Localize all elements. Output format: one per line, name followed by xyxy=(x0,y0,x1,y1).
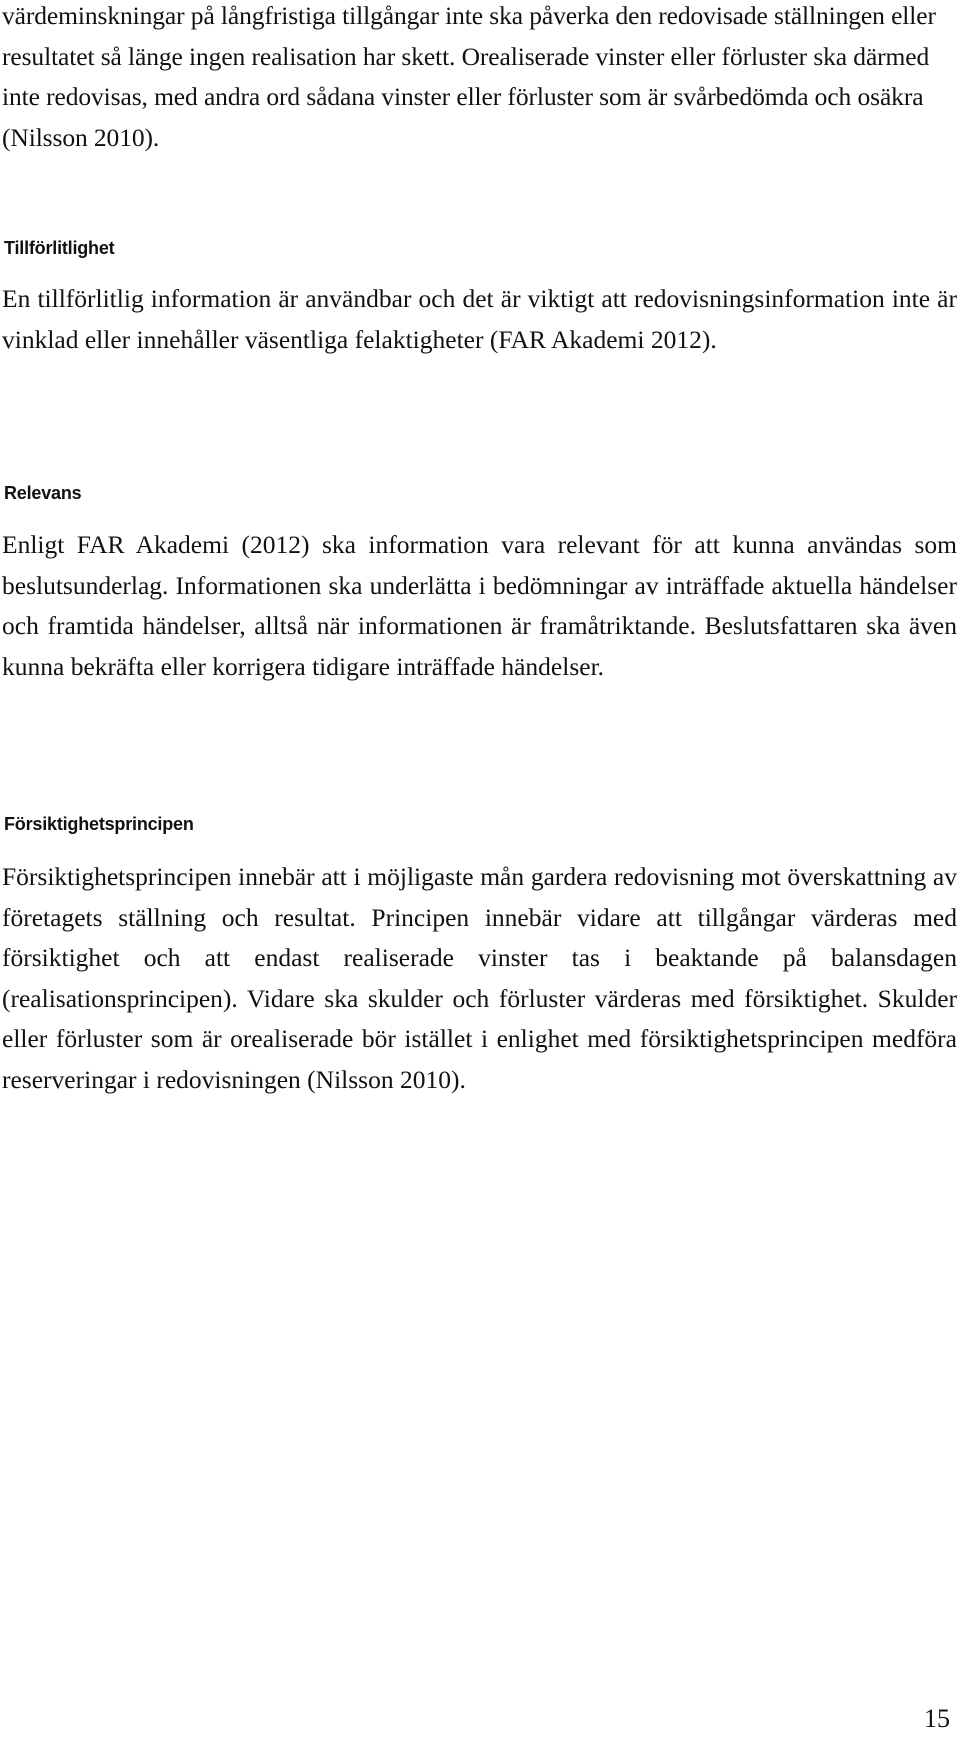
section-heading-forsiktighetsprincipen: Försiktighetsprincipen xyxy=(4,814,194,834)
intro-paragraph: värdeminskningar på långfristiga tillgångar inte ska påverka den redovisade ställningen eller resultatet så länge ingen realisation har skett. Orealiserade vinster eller förluster ska därmed inte redovisas, med andra ord sådana vinster eller förluster som är svårbedömda och osäkra (Nilsson 2010). xyxy=(2,1,936,152)
page-number: 15 xyxy=(924,1704,950,1733)
section-paragraph-relevans: Enligt FAR Akademi (2012) ska information vara relevant för att kunna användas som beslutsunderlag. Informationen ska underlätta i bedömningar av inträffade aktuella händelser och framtida händelser, alltså när informationen är framåtriktande. Beslutsfattaren ska även kunna bekräfta eller korrigera tidigare inträffade händelser. xyxy=(2,530,957,681)
section-heading-relevans: Relevans xyxy=(4,483,82,503)
section-paragraph-forsiktighetsprincipen: Försiktighetsprincipen innebär att i möjligaste mån gardera redovisning mot överskattning av företagets ställning och resultat. Principen innebär vidare att tillgångar värderas med försiktighet och att endast realiserade vinster tas i beaktande på balansdagen (realisationsprincipen). Vidare ska skulder och förluster värderas med försiktighet. Skulder eller förluster som är orealiserade bör istället i enlighet med försiktighetsprincipen medföra reserveringar i redovisningen (Nilsson 2010). xyxy=(2,862,957,1094)
section-heading-tillforlitlighet: Tillförlitlighet xyxy=(4,238,115,258)
section-paragraph-tillforlitlighet: En tillförlitlig information är användbar och det är viktigt att redovisningsinformation inte är vinklad eller innehåller väsentliga felaktigheter (FAR Akademi 2012). xyxy=(2,284,957,354)
